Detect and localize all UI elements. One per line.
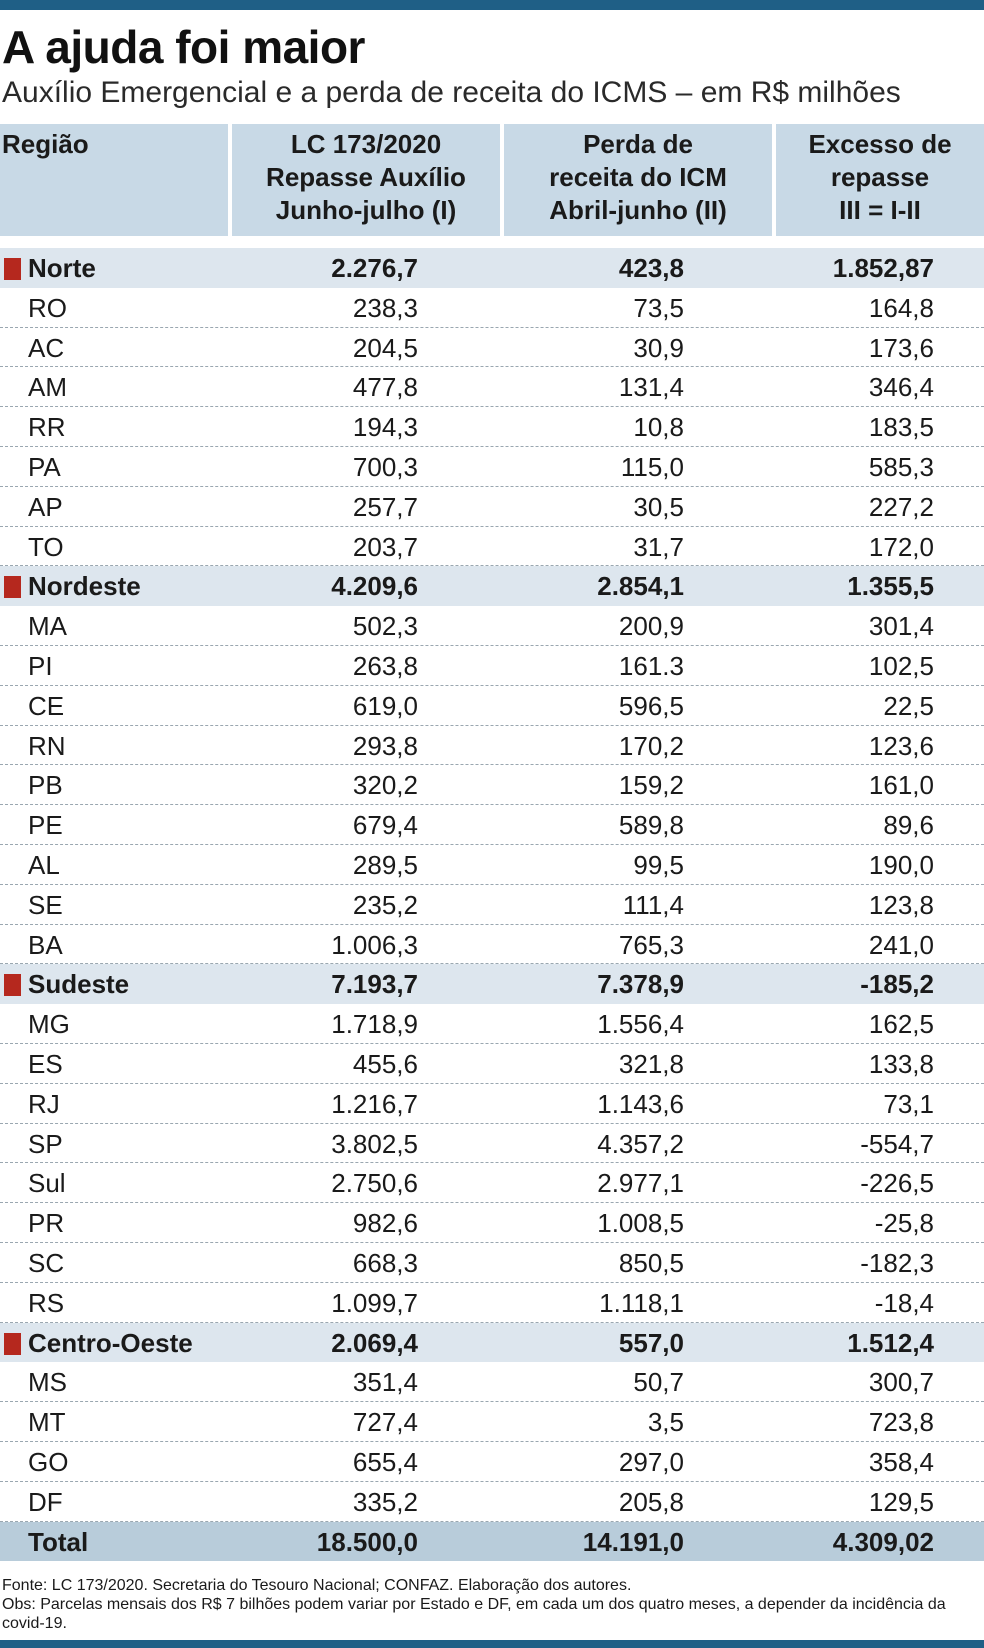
header-repasse-line-2: Repasse Auxílio bbox=[266, 162, 466, 192]
row-name: RO bbox=[28, 292, 67, 323]
excesso-value: -18,4 bbox=[874, 1287, 934, 1318]
data-table-body bbox=[0, 248, 984, 1561]
excesso-value: 300,7 bbox=[868, 1367, 934, 1398]
excesso-value: 4.309,02 bbox=[832, 1526, 934, 1557]
header-excesso-line-3: III = I-II bbox=[839, 195, 921, 225]
region-marker-icon bbox=[4, 576, 21, 598]
table-row bbox=[0, 1004, 984, 1044]
perda-value: 850,5 bbox=[618, 1247, 684, 1278]
region-row bbox=[0, 1323, 984, 1363]
repasse-value: 619,0 bbox=[352, 690, 418, 721]
region-marker-icon bbox=[4, 974, 21, 996]
repasse-value: 4.209,6 bbox=[331, 571, 418, 602]
excesso-value: 22,5 bbox=[883, 690, 934, 721]
perda-value: 765,3 bbox=[618, 929, 684, 960]
page-title: A ajuda foi maior bbox=[2, 21, 365, 73]
perda-value: 170,2 bbox=[618, 730, 684, 761]
header-repasse-line-3: Junho-julho (I) bbox=[275, 195, 457, 225]
excesso-value: 1.355,5 bbox=[847, 571, 934, 602]
table-row bbox=[0, 1084, 984, 1124]
header-excesso-line-1: Excesso de bbox=[808, 129, 952, 159]
repasse-value: 335,2 bbox=[352, 1486, 418, 1517]
row-name: MA bbox=[28, 611, 67, 642]
perda-value: 161.3 bbox=[618, 650, 684, 681]
row-name: PE bbox=[28, 810, 63, 841]
source-notes bbox=[2, 1576, 982, 1633]
repasse-value: 3.802,5 bbox=[331, 1128, 418, 1159]
repasse-value: 18.500,0 bbox=[316, 1526, 418, 1557]
excesso-value: -25,8 bbox=[874, 1208, 934, 1239]
table-row bbox=[0, 1203, 984, 1243]
excesso-value: 172,0 bbox=[868, 531, 934, 562]
row-name: AM bbox=[28, 372, 67, 403]
row-name: MS bbox=[28, 1367, 67, 1398]
row-name: AP bbox=[28, 491, 63, 522]
perda-value: 596,5 bbox=[618, 690, 684, 721]
row-name: ES bbox=[28, 1048, 63, 1079]
repasse-value: 655,4 bbox=[352, 1446, 418, 1477]
row-name: RJ bbox=[28, 1088, 60, 1119]
total-row bbox=[0, 1522, 984, 1562]
repasse-value: 679,4 bbox=[352, 810, 418, 841]
excesso-value: -185,2 bbox=[860, 969, 934, 1000]
excesso-value: 123,6 bbox=[868, 730, 934, 761]
header-excesso bbox=[776, 124, 984, 236]
perda-value: 557,0 bbox=[618, 1327, 684, 1358]
perda-value: 589,8 bbox=[618, 810, 684, 841]
repasse-value: 257,7 bbox=[352, 491, 418, 522]
repasse-value: 320,2 bbox=[352, 770, 418, 801]
header-perda bbox=[504, 124, 772, 236]
excesso-value: 129,5 bbox=[868, 1486, 934, 1517]
row-name: AL bbox=[28, 849, 60, 880]
table-row bbox=[0, 606, 984, 646]
row-name: SE bbox=[28, 889, 63, 920]
table-row bbox=[0, 925, 984, 965]
table-row bbox=[0, 646, 984, 686]
table-row bbox=[0, 845, 984, 885]
excesso-value: 164,8 bbox=[868, 292, 934, 323]
repasse-value: 351,4 bbox=[352, 1367, 418, 1398]
perda-value: 205,8 bbox=[618, 1486, 684, 1517]
repasse-value: 727,4 bbox=[352, 1407, 418, 1438]
perda-value: 50,7 bbox=[633, 1367, 684, 1398]
perda-value: 111,4 bbox=[622, 889, 684, 920]
header-regiao bbox=[0, 124, 228, 236]
source-line: Fonte: LC 173/2020. Secretaria do Tesouro Nacional; CONFAZ. Elaboração dos autores. bbox=[2, 1577, 632, 1594]
region-row bbox=[0, 248, 984, 288]
repasse-value: 2.750,6 bbox=[331, 1168, 418, 1199]
excesso-value: 123,8 bbox=[868, 889, 934, 920]
repasse-value: 502,3 bbox=[352, 611, 418, 642]
row-name: MT bbox=[28, 1407, 66, 1438]
table-row bbox=[0, 288, 984, 328]
table-row bbox=[0, 1124, 984, 1164]
perda-value: 4.357,2 bbox=[597, 1128, 684, 1159]
region-marker-icon bbox=[4, 258, 21, 280]
row-name: BA bbox=[28, 929, 63, 960]
repasse-value: 2.276,7 bbox=[331, 253, 418, 283]
row-name: PA bbox=[28, 451, 61, 482]
perda-value: 321,8 bbox=[618, 1048, 684, 1079]
note-line: Obs: Parcelas mensais dos R$ 7 bilhões podem variar por Estado e DF, em cada um dos quatro meses, a depender da incidência da covid-19. bbox=[2, 1596, 946, 1632]
table-row bbox=[0, 1044, 984, 1084]
header-perda-line-3: Abril-junho (II) bbox=[549, 195, 727, 225]
table-row bbox=[0, 805, 984, 845]
table-row bbox=[0, 328, 984, 368]
excesso-value: 162,5 bbox=[868, 1009, 934, 1040]
excesso-value: 89,6 bbox=[883, 810, 934, 841]
header-perda-line-2: receita do ICM bbox=[549, 162, 727, 192]
excesso-value: 73,1 bbox=[883, 1088, 934, 1119]
table-row bbox=[0, 1482, 984, 1522]
header-repasse-line-1: LC 173/2020 bbox=[290, 129, 442, 159]
row-name: DF bbox=[28, 1486, 63, 1517]
row-name: SP bbox=[28, 1128, 63, 1159]
repasse-value: 194,3 bbox=[352, 412, 418, 443]
repasse-value: 700,3 bbox=[352, 451, 418, 482]
header-repasse bbox=[232, 124, 500, 236]
row-name: TO bbox=[28, 531, 64, 562]
repasse-value: 204,5 bbox=[352, 332, 418, 363]
row-name: AC bbox=[28, 332, 65, 363]
row-name: RN bbox=[28, 730, 66, 761]
header-excesso-line-2: repasse bbox=[830, 162, 930, 192]
perda-value: 30,5 bbox=[633, 491, 684, 522]
excesso-value: 346,4 bbox=[868, 372, 934, 403]
repasse-value: 982,6 bbox=[352, 1208, 418, 1239]
perda-value: 10,8 bbox=[633, 412, 684, 443]
excesso-value: 301,4 bbox=[868, 611, 934, 642]
perda-value: 1.143,6 bbox=[597, 1088, 684, 1119]
repasse-value: 7.193,7 bbox=[331, 969, 418, 1000]
table-row bbox=[0, 885, 984, 925]
repasse-value: 235,2 bbox=[352, 889, 418, 920]
table-row bbox=[0, 527, 984, 567]
repasse-value: 293,8 bbox=[352, 730, 418, 761]
row-name: Sul bbox=[28, 1168, 66, 1199]
perda-value: 423,8 bbox=[618, 253, 684, 283]
row-name: RS bbox=[28, 1287, 65, 1318]
excesso-value: 723,8 bbox=[868, 1407, 934, 1438]
repasse-value: 1.216,7 bbox=[331, 1088, 418, 1119]
row-name: Total bbox=[28, 1526, 89, 1557]
perda-value: 131,4 bbox=[618, 372, 684, 403]
table-row bbox=[0, 487, 984, 527]
row-name: Sudeste bbox=[28, 969, 130, 1000]
row-name: Norte bbox=[28, 253, 96, 283]
excesso-value: 161,0 bbox=[868, 770, 934, 801]
table-row bbox=[0, 1163, 984, 1203]
repasse-value: 477,8 bbox=[352, 372, 418, 403]
repasse-value: 2.069,4 bbox=[331, 1327, 418, 1358]
region-row bbox=[0, 566, 984, 606]
row-name: PR bbox=[28, 1208, 65, 1239]
excesso-value: 1.512,4 bbox=[847, 1327, 934, 1358]
table-row bbox=[0, 765, 984, 805]
excesso-value: 183,5 bbox=[868, 412, 934, 443]
repasse-value: 1.006,3 bbox=[331, 929, 418, 960]
excesso-value: 585,3 bbox=[868, 451, 934, 482]
perda-value: 200,9 bbox=[618, 611, 684, 642]
table-row bbox=[0, 447, 984, 487]
repasse-value: 263,8 bbox=[352, 650, 418, 681]
perda-value: 7.378,9 bbox=[597, 969, 684, 1000]
repasse-value: 203,7 bbox=[352, 531, 418, 562]
perda-value: 1.008,5 bbox=[597, 1208, 684, 1239]
table-row bbox=[0, 367, 984, 407]
perda-value: 3,5 bbox=[647, 1407, 684, 1438]
region-marker-icon bbox=[4, 1333, 21, 1355]
perda-value: 73,5 bbox=[633, 292, 684, 323]
perda-value: 31,7 bbox=[633, 531, 684, 562]
excesso-value: -554,7 bbox=[860, 1128, 934, 1159]
header-regiao-label: Região bbox=[2, 129, 89, 159]
perda-value: 99,5 bbox=[633, 849, 684, 880]
perda-value: 1.556,4 bbox=[597, 1009, 684, 1040]
excesso-value: -182,3 bbox=[860, 1247, 934, 1278]
repasse-value: 455,6 bbox=[352, 1048, 418, 1079]
excesso-value: 241,0 bbox=[868, 929, 934, 960]
row-name: PI bbox=[28, 650, 53, 681]
row-name: Nordeste bbox=[28, 571, 141, 602]
excesso-value: 358,4 bbox=[868, 1446, 934, 1477]
perda-value: 30,9 bbox=[633, 332, 684, 363]
excesso-value: 173,6 bbox=[868, 332, 934, 363]
perda-value: 159,2 bbox=[618, 770, 684, 801]
repasse-value: 1.099,7 bbox=[331, 1287, 418, 1318]
row-name: Centro-Oeste bbox=[28, 1327, 193, 1358]
table-row bbox=[0, 1402, 984, 1442]
repasse-value: 289,5 bbox=[352, 849, 418, 880]
table-row bbox=[0, 1243, 984, 1283]
perda-value: 297,0 bbox=[618, 1446, 684, 1477]
repasse-value: 1.718,9 bbox=[331, 1009, 418, 1040]
table-row bbox=[0, 407, 984, 447]
repasse-value: 238,3 bbox=[352, 292, 418, 323]
perda-value: 14.191,0 bbox=[582, 1526, 684, 1557]
top-accent-bar bbox=[0, 0, 984, 10]
repasse-value: 668,3 bbox=[352, 1247, 418, 1278]
excesso-value: 102,5 bbox=[868, 650, 934, 681]
table-row bbox=[0, 1362, 984, 1402]
perda-value: 115,0 bbox=[620, 451, 684, 482]
table-row bbox=[0, 686, 984, 726]
row-name: SC bbox=[28, 1247, 65, 1278]
row-name: CE bbox=[28, 690, 65, 721]
table-row bbox=[0, 726, 984, 766]
table-row bbox=[0, 1442, 984, 1482]
excesso-value: 133,8 bbox=[868, 1048, 934, 1079]
excesso-value: -226,5 bbox=[860, 1168, 934, 1199]
row-name: RR bbox=[28, 412, 66, 443]
perda-value: 2.854,1 bbox=[597, 571, 684, 602]
header-perda-line-1: Perda de bbox=[583, 129, 693, 159]
excesso-value: 227,2 bbox=[868, 491, 934, 522]
excesso-value: 190,0 bbox=[868, 849, 934, 880]
row-name: GO bbox=[28, 1446, 69, 1477]
table-row bbox=[0, 1283, 984, 1323]
row-name: PB bbox=[28, 770, 63, 801]
region-row bbox=[0, 964, 984, 1004]
perda-value: 2.977,1 bbox=[597, 1168, 684, 1199]
excesso-value: 1.852,87 bbox=[832, 253, 934, 283]
bottom-accent-bar bbox=[0, 1640, 984, 1648]
perda-value: 1.118,1 bbox=[599, 1287, 684, 1318]
row-name: MG bbox=[28, 1009, 70, 1040]
page-subtitle: Auxílio Emergencial e a perda de receita do ICMS – em R$ milhões bbox=[2, 76, 901, 109]
